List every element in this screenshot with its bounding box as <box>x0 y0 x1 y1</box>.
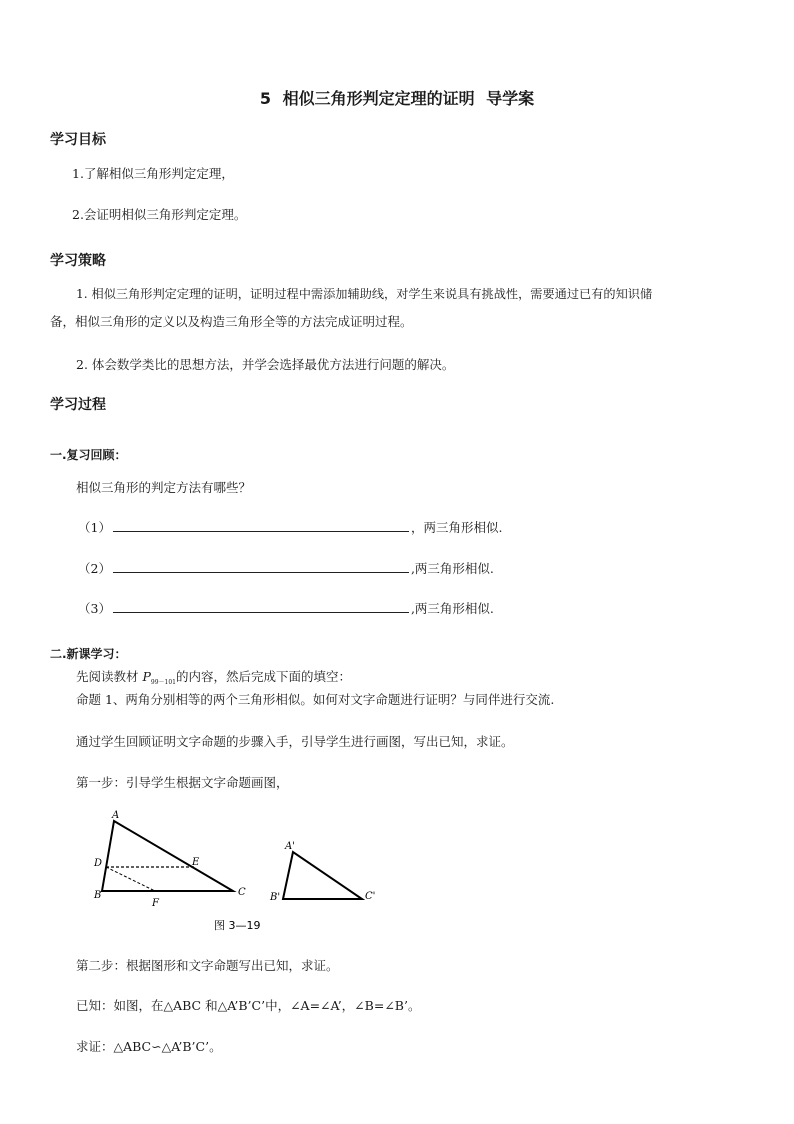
label-f: F <box>152 898 159 909</box>
label-e: E <box>192 857 200 868</box>
label-b: B <box>94 890 102 901</box>
strategy-item-2: 2. 体会数学类比的思想方法，并学会选择最优方法进行问题的解决。 <box>76 357 455 372</box>
page-ref-range: 99－101 <box>150 679 176 686</box>
answer-blank-3[interactable] <box>113 600 409 613</box>
label-d: D <box>94 858 103 869</box>
page-title: 5 相似三角形判定定理的证明 导学案 <box>259 89 535 108</box>
blank-number: （2） <box>78 561 111 576</box>
step-2-text: 第二步：根据图形和文字命题写出已知，求证。 <box>76 958 339 973</box>
triangle-abc <box>102 821 233 891</box>
blank-number: （1） <box>78 520 111 535</box>
label-c: C <box>238 887 246 898</box>
objective-item-1: 1.了解相似三角形判定定理， <box>72 166 234 181</box>
blank-row-1 <box>78 518 502 536</box>
review-heading: 一.复习回顾： <box>50 448 127 462</box>
label-a: A <box>112 810 120 821</box>
strategy-item-1-line-2: 备，相似三角形的定义以及构造三角形全等的方法完成证明过程。 <box>50 314 413 329</box>
triangle-a2b2c2 <box>283 852 362 899</box>
given-text: 已知：如图，在△ABC 和△A’B’C’中，∠A=∠A’，∠B=∠B’。 <box>76 998 421 1013</box>
prove-text: 求证：△ABC∽△A’B’C’。 <box>76 1039 222 1054</box>
reading-instruction <box>76 667 351 686</box>
strategy-item-1-line-1: 1. 相似三角形判定定理的证明，证明过程中需添加辅助线，对学生来说具有挑战性，需要通过已有的知识储 <box>76 287 653 301</box>
segment-df <box>106 867 155 891</box>
review-question: 相似三角形的判定方法有哪些？ <box>76 480 252 495</box>
blank-number: （3） <box>78 601 111 616</box>
triangle-figure <box>80 800 400 940</box>
reading-pre: 先阅读教材 <box>76 669 143 684</box>
blank-tail: ，两三角形相似. <box>410 520 503 535</box>
blank-row-3 <box>78 599 494 617</box>
step-1-text: 第一步：引导学生根据文字命题画图， <box>76 775 289 790</box>
blank-tail: ,两三角形相似. <box>410 561 494 576</box>
answer-blank-2[interactable] <box>113 560 409 573</box>
answer-blank-1[interactable] <box>113 519 409 532</box>
guide-text: 通过学生回顾证明文字命题的步骤入手，引导学生进行画图，写出已知，求证。 <box>76 734 514 749</box>
figure-caption: 图 3—19 <box>214 919 261 932</box>
process-heading: 学习过程 <box>50 397 106 413</box>
strategy-heading: 学习策略 <box>50 253 106 269</box>
reading-post: 的内容，然后完成下面的填空： <box>176 669 352 684</box>
new-lesson-heading: 二.新课学习： <box>50 647 127 661</box>
objective-item-2: 2.会证明相似三角形判定定理。 <box>72 207 247 222</box>
label-c-prime: C' <box>365 891 376 902</box>
label-a-prime: A' <box>285 841 295 852</box>
page-ref-p: P <box>142 669 151 684</box>
blank-row-2 <box>78 559 494 577</box>
proposition-1: 命题 1、两角分别相等的两个三角形相似。如何对文字命题进行证明？与同伴进行交流. <box>76 692 555 707</box>
label-b-prime: B' <box>270 892 281 903</box>
blank-tail: ,两三角形相似. <box>410 601 494 616</box>
objectives-heading: 学习目标 <box>50 132 106 148</box>
